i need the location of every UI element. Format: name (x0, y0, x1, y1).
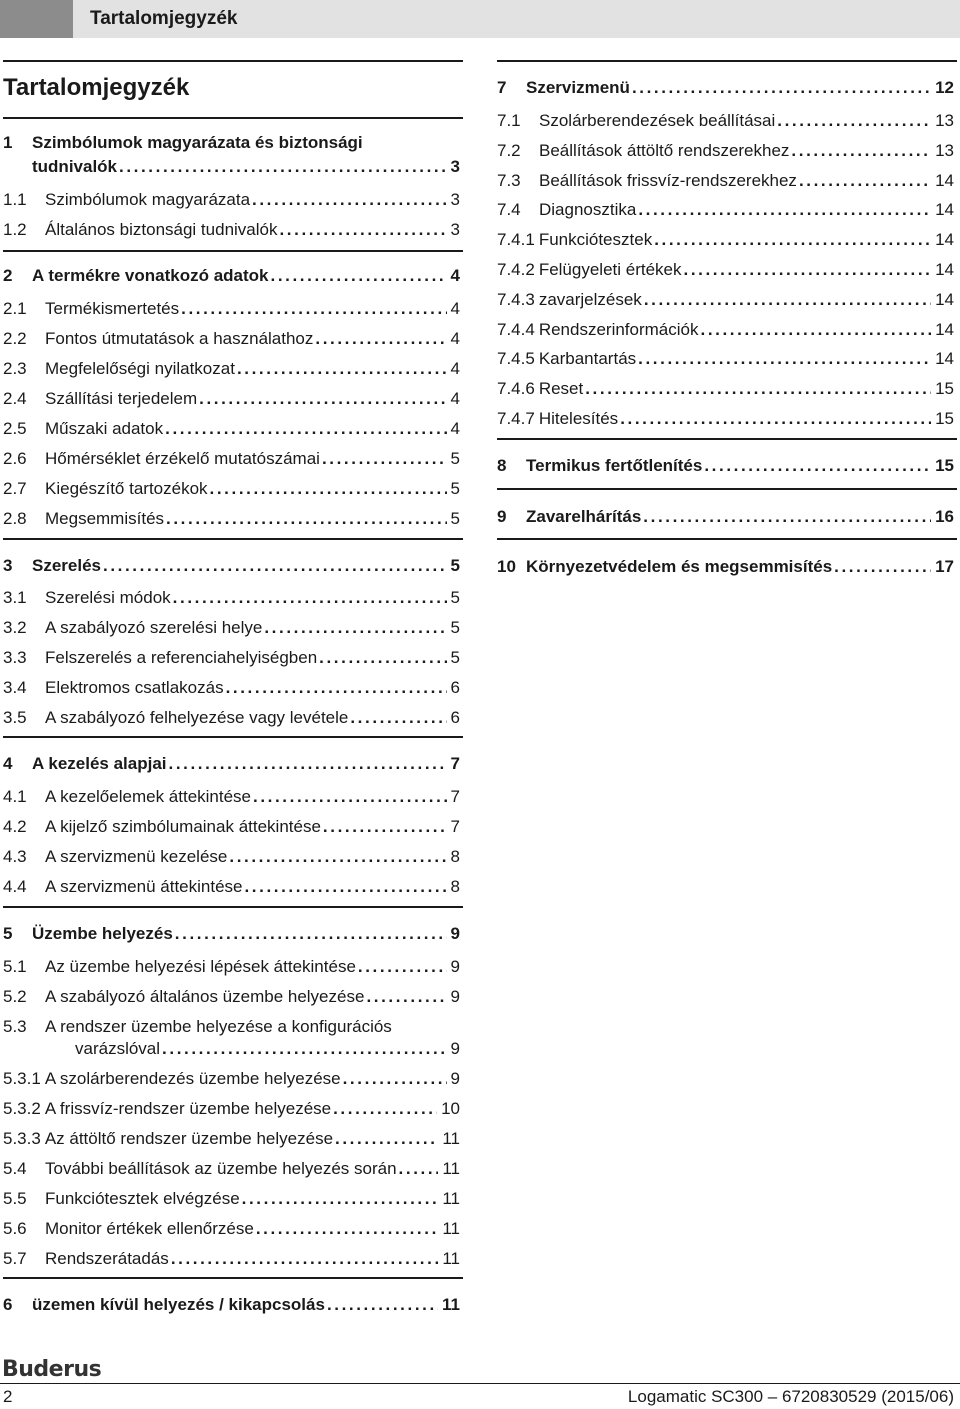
entry-title: További beállítások az üzembe helyezés során (45, 1159, 397, 1178)
entry-title: varázslóval (75, 1039, 161, 1058)
entry-title: Beállítások áttöltő rendszerekhez (539, 141, 790, 160)
entry-page: 14 (935, 290, 954, 309)
entry-number: 7.4.4 (497, 320, 535, 339)
entry-page: 6 (450, 708, 460, 727)
entry-title: Hitelesítés (538, 409, 619, 428)
toc-entry[interactable] (3, 617, 460, 639)
entry-title: Szállítási terjedelem (45, 389, 198, 408)
entry-number: 7 (497, 78, 507, 97)
entry-number: 2.5 (3, 419, 27, 438)
toc-entry[interactable] (3, 816, 460, 838)
entry-page: 11 (442, 1219, 460, 1238)
leader-dots (319, 647, 446, 669)
entry-number: 5.4 (3, 1159, 27, 1178)
leader-dots (173, 587, 447, 609)
entry-number: 5.3.2 (3, 1099, 41, 1118)
toc-entry[interactable] (497, 170, 954, 192)
entry-title: zavarjelzések (538, 290, 642, 309)
leader-dots (335, 1128, 438, 1150)
entry-page: 15 (935, 456, 954, 475)
toc-entry[interactable] (497, 289, 954, 311)
leader-dots (229, 846, 446, 868)
leader-dots (210, 478, 447, 500)
leader-dots (271, 265, 447, 287)
entry-title: A szervizmenü áttekintése (45, 877, 243, 896)
toc-entry[interactable] (497, 199, 954, 221)
entry-page: 4 (450, 329, 460, 348)
entry-page: 9 (450, 924, 460, 943)
leader-dots (181, 298, 446, 320)
entry-number: 7.3 (497, 171, 521, 190)
toc-entry[interactable] (3, 986, 460, 1008)
entry-title: Általános biztonsági tudnivalók (45, 220, 278, 239)
entry-number: 3.5 (3, 708, 27, 727)
toc-entry[interactable] (3, 478, 460, 500)
entry-number: 7.4.2 (497, 260, 535, 279)
leader-dots (327, 1294, 438, 1316)
entry-page: 4 (450, 389, 460, 408)
page-number: 2 (3, 1387, 13, 1406)
entry-page: 11 (442, 1295, 460, 1314)
leader-dots (162, 1038, 446, 1060)
entry-title: Hőmérséklet érzékelő mutatószámai (45, 449, 320, 468)
leader-dots (323, 816, 447, 838)
leader-dots (654, 229, 931, 251)
entry-number: 1.2 (3, 220, 27, 239)
entry-number: 3.2 (3, 618, 27, 637)
toc-entry[interactable] (3, 1248, 460, 1270)
entry-title: Szerelés (32, 556, 101, 575)
entry-number: 2.2 (3, 329, 27, 348)
toc-entry[interactable] (497, 319, 954, 341)
entry-number: 2.3 (3, 359, 27, 378)
leader-dots (264, 617, 446, 639)
entry-page: 10 (441, 1099, 460, 1118)
entry-page: 14 (935, 320, 954, 339)
entry-page: 15 (935, 409, 954, 428)
toc-entry[interactable] (3, 786, 460, 808)
entry-number: 5.7 (3, 1249, 27, 1268)
entry-page: 5 (450, 479, 460, 498)
leader-dots (175, 923, 447, 945)
entry-number: 7.4.7 (497, 409, 535, 428)
entry-number: 7.4 (497, 200, 521, 219)
toc-entry-1[interactable] (3, 156, 460, 178)
toc-entry[interactable] (3, 1158, 460, 1180)
leader-dots (279, 219, 446, 241)
toc-entry-7[interactable] (497, 77, 954, 99)
entry-number: 7.4.6 (497, 379, 535, 398)
leader-dots (103, 555, 447, 577)
leader-dots (684, 259, 932, 281)
entry-number: 5.1 (3, 957, 27, 976)
leader-dots (119, 156, 447, 178)
leader-dots (350, 707, 446, 729)
entry-page: 7 (450, 754, 460, 773)
entry-number: 2 (3, 266, 13, 285)
entry-title: A kezelés alapjai (32, 754, 167, 773)
entry-page: 7 (450, 787, 460, 806)
toc-entry[interactable] (497, 378, 954, 400)
entry-title: Fontos útmutatások a használathoz (45, 329, 314, 348)
entry-number: 4.3 (3, 847, 27, 866)
entry-title: Felügyeleti értékek (538, 260, 682, 279)
entry-page: 5 (450, 449, 460, 468)
entry-title: Rendszerinformációk (538, 320, 699, 339)
entry-title: Műszaki adatok (45, 419, 164, 438)
entry-title: Monitor értékek ellenőrzése (45, 1219, 254, 1238)
toc-entry[interactable] (497, 229, 954, 251)
section-rule (3, 906, 463, 908)
entry-number: 8 (497, 456, 507, 475)
entry-page: 4 (450, 299, 460, 318)
leader-dots (199, 388, 446, 410)
entry-page: 5 (450, 509, 460, 528)
section-rule (3, 1277, 463, 1279)
entry-number: 7.4.1 (497, 230, 535, 249)
entry-page: 15 (935, 379, 954, 398)
entry-page: 17 (935, 557, 954, 576)
leader-dots (343, 1068, 447, 1090)
entry-page: 4 (450, 359, 460, 378)
leader-dots (632, 77, 931, 99)
leader-dots (333, 1098, 437, 1120)
entry-page: 11 (442, 1159, 460, 1178)
leader-dots (704, 455, 931, 477)
entry-page: 11 (442, 1129, 460, 1148)
entry-page: 5 (450, 556, 460, 575)
entry-title: Szerelési módok (45, 588, 171, 607)
leader-dots (777, 110, 931, 132)
entry-number: 10 (497, 557, 516, 576)
entry-number: 5.3.3 (3, 1129, 41, 1148)
section-rule (3, 538, 463, 540)
leader-dots (791, 140, 931, 162)
leader-dots (638, 348, 931, 370)
entry-title: Felszerelés a referenciahelyiségben (45, 648, 318, 667)
entry-number: 4 (3, 754, 13, 773)
entry-number: 5.6 (3, 1219, 27, 1238)
entry-title: Elektromos csatlakozás (45, 678, 224, 697)
entry-title: Környezetvédelem és megsemmisítés (526, 557, 833, 576)
toc-entry[interactable] (3, 677, 460, 699)
section-rule (3, 250, 463, 252)
toc-entry[interactable] (497, 140, 954, 162)
leader-dots (799, 170, 931, 192)
leader-dots (244, 876, 446, 898)
entry-title: Üzembe helyezés (32, 924, 173, 943)
entry-page: 16 (935, 507, 954, 526)
entry-page: 5 (450, 648, 460, 667)
toc-entry[interactable] (3, 508, 460, 530)
header-bar (0, 0, 960, 38)
left-column-rule (3, 60, 463, 62)
leader-dots (585, 378, 931, 400)
entry-number: 3.1 (3, 588, 27, 607)
entry-page: 11 (442, 1249, 460, 1268)
entry-page: 11 (442, 1189, 460, 1208)
entry-page: 13 (935, 111, 954, 130)
toc-entry-10[interactable] (497, 556, 954, 578)
toc-entry[interactable] (3, 1068, 460, 1090)
leader-dots (226, 677, 447, 699)
toc-entry[interactable] (3, 846, 460, 868)
entry-number: 5.2 (3, 987, 27, 1006)
toc-entry[interactable] (3, 388, 460, 410)
entry-page: 6 (450, 678, 460, 697)
entry-title: A kezelőelemek áttekintése (45, 787, 252, 806)
entry-page: 8 (450, 877, 460, 896)
entry-number: 4.4 (3, 877, 27, 896)
entry-title: A termékre vonatkozó adatok (32, 266, 269, 285)
leader-dots (253, 786, 447, 808)
toc-entry-4[interactable] (3, 753, 460, 775)
entry-number: 2.1 (3, 299, 27, 318)
entry-title: Funkciótesztek elvégzése (45, 1189, 240, 1208)
entry-title: Kiegészítő tartozékok (45, 479, 208, 498)
entry-title: Szervizmenü (526, 78, 630, 97)
entry-title: üzemen kívül helyezés / kikapcsolás (32, 1295, 325, 1314)
toc-entry-1-line1[interactable] (3, 132, 363, 154)
entry-title: Az áttöltő rendszer üzembe helyezése (44, 1129, 334, 1148)
toc-entry-5[interactable] (3, 923, 460, 945)
toc-entry[interactable] (3, 328, 460, 350)
toc-entry[interactable] (3, 448, 460, 470)
entry-page: 14 (935, 260, 954, 279)
entry-page: 5 (450, 618, 460, 637)
toc-entry[interactable] (3, 418, 460, 440)
toc-entry[interactable] (3, 189, 460, 211)
entry-page: 9 (450, 987, 460, 1006)
entry-page: 9 (450, 957, 460, 976)
entry-number: 4.1 (3, 787, 27, 806)
right-column-rule (497, 60, 957, 62)
entry-title: A szolárberendezés üzembe helyezése (44, 1069, 341, 1088)
entry-number: 7.4.5 (497, 349, 535, 368)
entry-title: Zavarelhárítás (526, 507, 642, 526)
leader-dots (237, 358, 447, 380)
running-title: Tartalomjegyzék (90, 8, 238, 29)
leader-dots (256, 1218, 439, 1240)
leader-dots (166, 508, 447, 530)
entry-number: 3 (3, 556, 13, 575)
entry-title: Karbantartás (538, 349, 637, 368)
toc-entry[interactable] (3, 956, 460, 978)
entry-page: 4 (450, 419, 460, 438)
entry-title: Szimbólumok magyarázata (45, 190, 251, 209)
toc-entry[interactable] (3, 1098, 460, 1120)
buderus-logo: Buderus (2, 1357, 102, 1382)
entry-title: A szabályozó általános üzembe helyezése (45, 987, 365, 1006)
entry-title: Szolárberendezések beállításai (539, 111, 776, 130)
toc-entry[interactable] (3, 219, 460, 241)
toc-entry-9[interactable] (497, 506, 954, 528)
section-rule (497, 488, 957, 490)
entry-title: A szabályozó szerelési helye (45, 618, 263, 637)
entry-number: 2.7 (3, 479, 27, 498)
entry-title: A rendszer üzembe helyezése a konfigurációs (45, 1017, 392, 1036)
entry-number: 5.3.1 (3, 1069, 41, 1088)
entry-title: Az üzembe helyezési lépések áttekintése (45, 957, 356, 976)
entry-number: 7.1 (497, 111, 521, 130)
entry-number: 2.6 (3, 449, 27, 468)
leader-dots (701, 319, 932, 341)
entry-title: Termékismertetés (45, 299, 180, 318)
entry-page: 3 (450, 190, 460, 209)
section-rule (497, 538, 957, 540)
entry-page: 5 (450, 588, 460, 607)
section-rule (3, 117, 463, 119)
toc-entry[interactable] (3, 298, 460, 320)
leader-dots (358, 956, 447, 978)
leader-dots (399, 1158, 439, 1180)
entry-page: 3 (450, 220, 460, 239)
entry-page: 12 (935, 78, 954, 97)
toc-entry-3[interactable] (3, 555, 460, 577)
entry-title: Diagnosztika (539, 200, 637, 219)
toc-entry[interactable] (3, 707, 460, 729)
section-rule (497, 438, 957, 440)
entry-number: 9 (497, 507, 507, 526)
leader-dots (366, 986, 446, 1008)
header-tab-block (0, 0, 73, 38)
entry-number: 4.2 (3, 817, 27, 836)
entry-title: A kijelző szimbólumainak áttekintése (45, 817, 321, 836)
section-rule (3, 736, 463, 738)
entry-page: 7 (450, 817, 460, 836)
toc-entry[interactable] (3, 647, 460, 669)
footer-rule (0, 1383, 960, 1384)
leader-dots (643, 506, 931, 528)
toc-entry[interactable] (3, 1218, 460, 1240)
document-reference: Logamatic SC300 – 6720830529 (2015/06) (627, 1387, 954, 1406)
entry-title: tudnivalók (32, 157, 118, 176)
leader-dots (322, 448, 447, 470)
leader-dots (165, 418, 446, 440)
entry-number: 2.8 (3, 509, 27, 528)
entry-number: 7.4.3 (497, 290, 535, 309)
entry-page: 14 (935, 200, 954, 219)
page-title: Tartalomjegyzék (3, 74, 190, 101)
entry-number: 6 (3, 1295, 13, 1314)
entry-number: 5.5 (3, 1189, 27, 1208)
leader-dots (644, 289, 931, 311)
leader-dots (638, 199, 931, 221)
toc-entry[interactable] (497, 110, 954, 132)
entry-number: 5 (3, 924, 13, 943)
entry-title: Beállítások frissvíz-rendszerekhez (539, 171, 797, 190)
entry-number: 1.1 (3, 190, 27, 209)
leader-dots (620, 408, 931, 430)
entry-number: 3.4 (3, 678, 27, 697)
toc-entry[interactable] (497, 408, 954, 430)
leader-dots (169, 753, 447, 775)
entry-title: Rendszerátadás (45, 1249, 169, 1268)
entry-title: Reset (538, 379, 584, 398)
toc-entry-5-3[interactable] (3, 1038, 460, 1060)
entry-page: 8 (450, 847, 460, 866)
entry-title: Funkciótesztek (538, 230, 653, 249)
toc-entry[interactable] (3, 587, 460, 609)
leader-dots (242, 1188, 439, 1210)
entry-page: 14 (935, 349, 954, 368)
leader-dots (171, 1248, 439, 1270)
entry-title: A szabályozó felhelyezése vagy levétele (45, 708, 349, 727)
entry-number: 7.2 (497, 141, 521, 160)
leader-dots (834, 556, 931, 578)
entry-title: A szervizmenü kezelése (45, 847, 228, 866)
entry-page: 14 (935, 230, 954, 249)
toc-entry-6[interactable] (3, 1294, 460, 1316)
entry-number: 1 (3, 133, 13, 152)
entry-title: Termikus fertőtlenítés (526, 456, 703, 475)
toc-entry-5-3-line1[interactable] (3, 1016, 392, 1038)
entry-number: 5.3 (3, 1017, 27, 1036)
toc-entry[interactable] (497, 259, 954, 281)
entry-number: 2.4 (3, 389, 27, 408)
entry-page: 13 (935, 141, 954, 160)
toc-entry-8[interactable] (497, 455, 954, 477)
entry-title: A frissvíz-rendszer üzembe helyezése (44, 1099, 332, 1118)
entry-page: 4 (450, 266, 460, 285)
entry-page: 14 (935, 171, 954, 190)
toc-entry-2[interactable] (3, 265, 460, 287)
entry-page: 9 (450, 1039, 460, 1058)
leader-dots (252, 189, 447, 211)
toc-entry[interactable] (3, 1128, 460, 1150)
toc-entry[interactable] (3, 1188, 460, 1210)
toc-entry[interactable] (3, 876, 460, 898)
toc-entry[interactable] (3, 358, 460, 380)
entry-title: Megfelelőségi nyilatkozat (45, 359, 235, 378)
entry-number: 3.3 (3, 648, 27, 667)
entry-page: 3 (450, 157, 460, 176)
toc-entry[interactable] (497, 348, 954, 370)
entry-title: Szimbólumok magyarázata és biztonsági (32, 133, 363, 152)
entry-page: 9 (450, 1069, 460, 1088)
entry-title: Megsemmisítés (45, 509, 165, 528)
leader-dots (315, 328, 446, 350)
